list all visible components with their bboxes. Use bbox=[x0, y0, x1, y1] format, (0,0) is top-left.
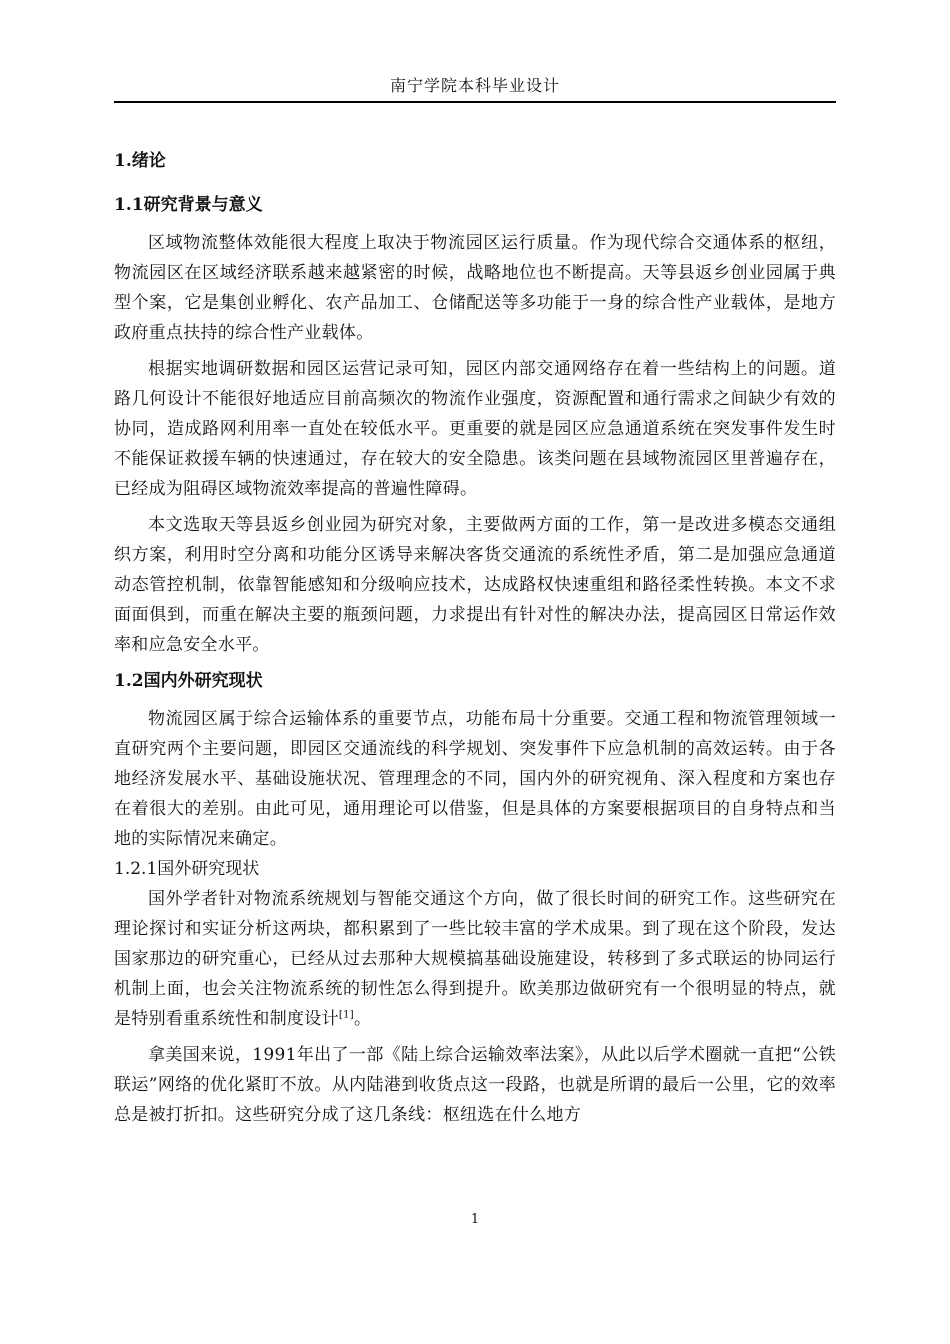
paragraph-1-2-1-1 bbox=[114, 884, 836, 1034]
section-title-1-1: 1.1研究背景与意义 bbox=[114, 195, 263, 215]
paragraph-1-2-1-2: 拿美国来说，1991年出了一部《陆上综合运输效率法案》，从此以后学术圈就一直把“公铁联运”网络的优化紧盯不放。从内陆港到收货点这一段路，也就是所谓的最后一公里，它的效率总是被打折扣。这些研究分成了这几条线：枢纽选在什么地方 bbox=[114, 1045, 836, 1125]
paragraph-1-1-3: 本文选取天等县返乡创业园为研究对象，主要做两方面的工作，第一是改进多模态交通组织方案，利用时空分离和功能分区诱导来解决客货交通流的系统性矛盾，第二是加强应急通道动态管控机制，依靠智能感知和分级响应技术，达成路权快速重组和路径柔性转换。本文不求面面俱到，而重在解决主要的瓶颈问题，力求提出有针对性的解决办法，提高园区日常运作效率和应急安全水平。 bbox=[114, 515, 836, 655]
subsection-title-1-2-1: 1.2.1国外研究现状 bbox=[114, 859, 260, 879]
paragraph-1-1-2: 根据实地调研数据和园区运营记录可知，园区内部交通网络存在着一些结构上的问题。道路几何设计不能很好地适应目前高频次的物流作业强度，资源配置和通行需求之间缺少有效的协同，造成路网利用率一直处在较低水平。更重要的就是园区应急通道系统在突发事件发生时不能保证救援车辆的快速通过，存在较大的安全隐患。该类问题在县域物流园区里普遍存在，已经成为阻碍区域物流效率提高的普遍性障碍。 bbox=[114, 359, 836, 499]
paragraph-1-1-1: 区域物流整体效能很大程度上取决于物流园区运行质量。作为现代综合交通体系的枢纽，物流园区在区域经济联系越来越紧密的时候，战略地位也不断提高。天等县返乡创业园属于典型个案，它是集创业孵化、农产品加工、仓储配送等多功能于一身的综合性产业载体，是地方政府重点扶持的综合性产业载体。 bbox=[114, 233, 836, 343]
paragraph-end: 。 bbox=[353, 1009, 372, 1029]
page-number: 1 bbox=[470, 1212, 480, 1227]
section-title-1-2: 1.2国内外研究现状 bbox=[114, 671, 263, 691]
body-text bbox=[114, 146, 836, 1136]
header-rule bbox=[114, 101, 836, 103]
citation-ref: [1] bbox=[338, 1009, 354, 1021]
running-header: 南宁学院本科毕业设计 bbox=[389, 76, 560, 95]
paragraph-text: 国外学者针对物流系统规划与智能交通这个方向，做了很长时间的研究工作。这些研究在理论探讨和实证分析这两块，都积累到了一些比较丰富的学术成果。到了现在这个阶段，发达国家那边的研究重心，已经从过去那种大规模搞基础设施建设，转移到了多式联运的协同运行机制上面，也会关注物流系统的韧性怎么得到提升。欧美那边做研究有一个很明显的特点，就是特别看重系统性和制度设计 bbox=[114, 889, 836, 1029]
paragraph-1-2-1: 物流园区属于综合运输体系的重要节点，功能布局十分重要。交通工程和物流管理领域一直研究两个主要问题，即园区交通流线的科学规划、突发事件下应急机制的高效运转。由于各地经济发展水平、基础设施状况、管理理念的不同，国内外的研究视角、深入程度和方案也存在着很大的差别。由此可见，通用理论可以借鉴，但是具体的方案要根据项目的自身特点和当地的实际情况来确定。 bbox=[114, 709, 836, 849]
chapter-title: 1.绪论 bbox=[114, 151, 166, 171]
